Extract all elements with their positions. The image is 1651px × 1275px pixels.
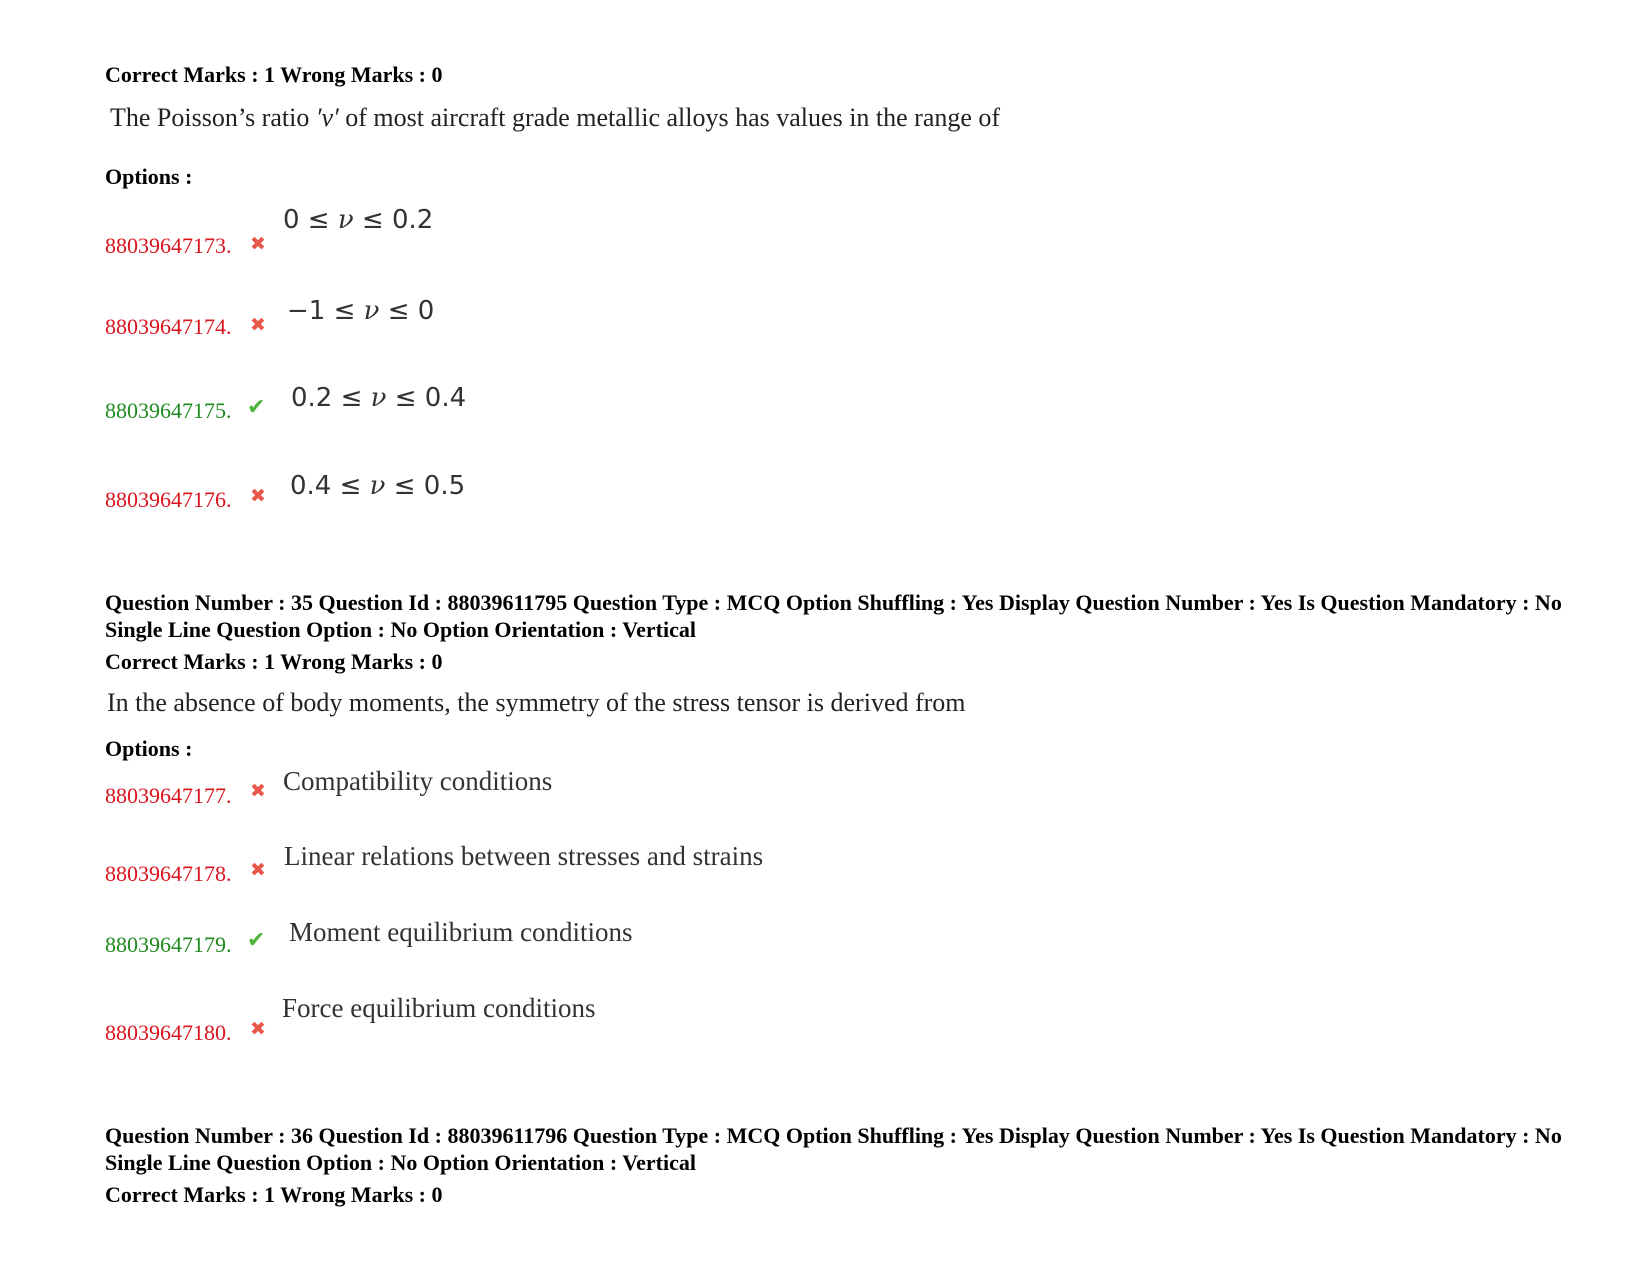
check-icon: ✔ bbox=[247, 395, 266, 420]
q34-question-text bbox=[110, 103, 1000, 133]
q34-option-1-id: 88039647173. bbox=[105, 233, 232, 258]
q34-marks: Correct Marks : 1 Wrong Marks : 0 bbox=[105, 62, 443, 87]
q34-question-post: of most aircraft grade metallic alloys has values in the range of bbox=[338, 103, 1001, 132]
check-icon: ✔ bbox=[247, 928, 266, 953]
q34-question-var: ′ν′ bbox=[315, 103, 339, 132]
q34-option-3-text: 0.2 ≤ ν ≤ 0.4 bbox=[291, 383, 467, 413]
q35-option-2-text: Linear relations between stresses and strains bbox=[284, 841, 764, 871]
q35-option-4-id: 88039647180. bbox=[105, 1020, 232, 1045]
q35-header: Question Number : 35 Question Id : 88039611795 Question Type : MCQ Option Shuffling : Yes Display Question Number : Yes Is Question Mandatory : No Single Line Question Option : No Option Orientation : Vertical bbox=[105, 590, 1562, 642]
q35-option-1-id: 88039647177. bbox=[105, 783, 232, 808]
q36-marks: Correct Marks : 1 Wrong Marks : 0 bbox=[105, 1182, 443, 1207]
q34-options-label: Options : bbox=[105, 164, 193, 189]
q34-option-4-id: 88039647176. bbox=[105, 487, 232, 512]
q35-option-1-text: Compatibility conditions bbox=[283, 766, 553, 796]
q34-option-4-text: 0.4 ≤ ν ≤ 0.5 bbox=[290, 471, 466, 501]
cross-icon: ✖ bbox=[250, 485, 266, 507]
q35-marks: Correct Marks : 1 Wrong Marks : 0 bbox=[105, 649, 443, 674]
q34-question-pre: The Poisson’s ratio bbox=[110, 103, 316, 132]
q35-question-text: In the absence of body moments, the symmetry of the stress tensor is derived from bbox=[107, 688, 966, 717]
q35-option-3-id: 88039647179. bbox=[105, 932, 232, 957]
cross-icon: ✖ bbox=[250, 859, 266, 881]
q34-option-2-text: −1 ≤ ν ≤ 0 bbox=[287, 296, 435, 326]
cross-icon: ✖ bbox=[250, 233, 266, 255]
q35-option-2-id: 88039647178. bbox=[105, 861, 232, 886]
q34-option-3-id: 88039647175. bbox=[105, 398, 232, 423]
q35-option-4-text: Force equilibrium conditions bbox=[282, 993, 596, 1023]
q34-option-2-id: 88039647174. bbox=[105, 314, 232, 339]
cross-icon: ✖ bbox=[250, 780, 266, 802]
q36-header: Question Number : 36 Question Id : 88039611796 Question Type : MCQ Option Shuffling : Yes Display Question Number : Yes Is Question Mandatory : No Single Line Question Option : No Option Orientation : Vertical bbox=[105, 1123, 1562, 1175]
cross-icon: ✖ bbox=[250, 314, 266, 336]
q35-option-3-text: Moment equilibrium conditions bbox=[289, 917, 633, 947]
cross-icon: ✖ bbox=[250, 1018, 266, 1040]
q35-options-label: Options : bbox=[105, 736, 193, 761]
q34-option-1-text: 0 ≤ ν ≤ 0.2 bbox=[283, 205, 434, 235]
